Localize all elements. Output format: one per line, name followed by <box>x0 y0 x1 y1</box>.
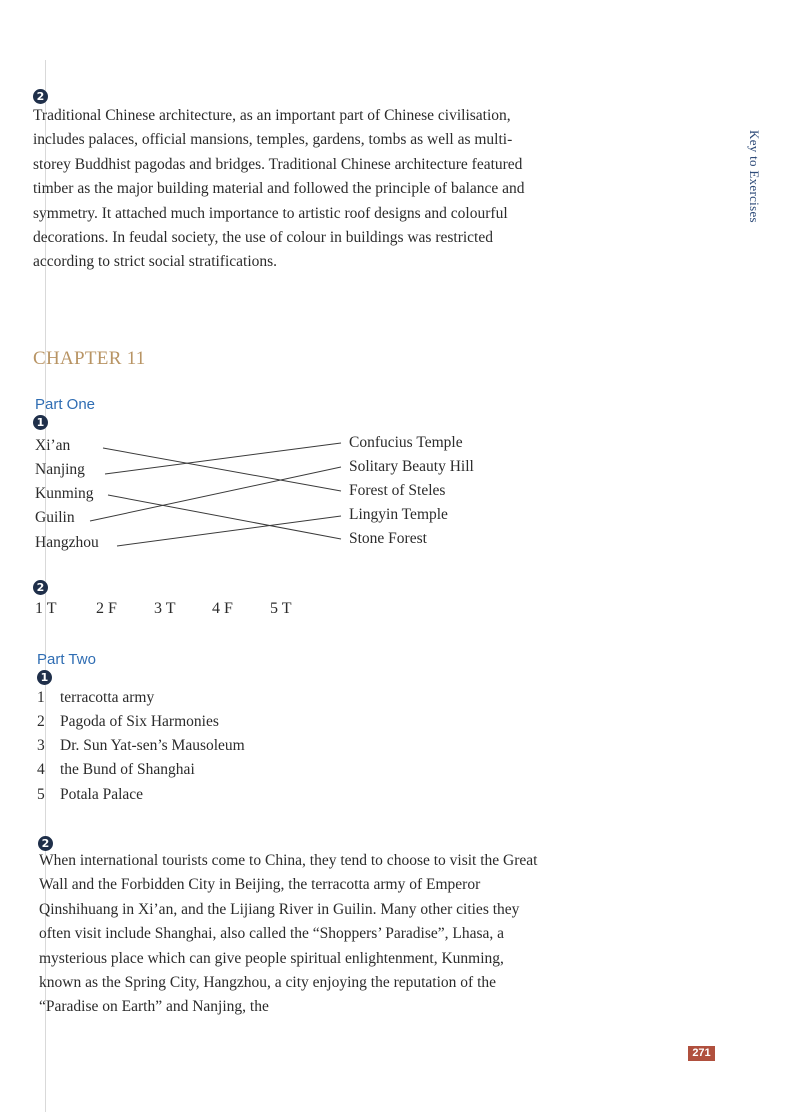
exercise-marker: 2 <box>38 836 53 851</box>
exercise-marker: 1 <box>33 415 48 430</box>
tf-answer: 3 T <box>154 600 176 617</box>
list-item: 5 Potala Palace <box>37 786 144 803</box>
architecture-text: Traditional Chinese architecture, as an important part of Chinese civilisation, includes palaces, official mansions, temples, gardens, tombs as well as multi-storey Buddhist pagodas and bridges. Traditional Chinese architecture featured timber as the major building material and followed the principle of balance and symmetry. It attached much importance to artistic roof designs and colourful decorations. In feudal society, the use of colour in buildings was restricted according to strict social stratifications. <box>33 107 525 271</box>
list-item: 1 terracotta army <box>37 689 155 706</box>
page-number: 271 <box>688 1046 715 1061</box>
city-name: Nanjing <box>35 461 85 478</box>
tourism-paragraph <box>39 849 539 1020</box>
tf-answer: 5 T <box>270 600 292 617</box>
match-line <box>108 495 341 539</box>
tf-answer: 1 T <box>35 600 57 617</box>
tf-answer: 2 F <box>96 600 117 617</box>
sight-name: Solitary Beauty Hill <box>349 458 474 475</box>
city-name: Xi’an <box>35 437 71 454</box>
city-name: Kunming <box>35 485 94 502</box>
list-item: 2 Pagoda of Six Harmonies <box>37 713 219 730</box>
side-label: Key to Exercises <box>747 130 762 223</box>
tf-answer: 4 F <box>212 600 233 617</box>
list-item: 3 Dr. Sun Yat-sen’s Mausoleum <box>37 737 245 754</box>
list-item: 4 the Bund of Shanghai <box>37 761 195 778</box>
sight-name: Confucius Temple <box>349 434 463 451</box>
exercise-marker: 2 <box>33 89 48 104</box>
part-two-heading: Part Two <box>37 651 96 668</box>
tourism-text: When international tourists come to China, they tend to choose to visit the Great Wall and the Forbidden City in Beijing, the terracotta army of Emperor Qinshihuang in Xi’an, and the Lijiang River in Guilin. Many other cities they often visit include Shanghai, also called the “Shoppers’ Paradise”, Lhasa, a mysterious place which can give people spiritual enlightenment, Kunming, known as the Spring City, Hangzhou, a city enjoying the reputation of the “Paradise on Earth” and Nanjing, the <box>39 852 538 1016</box>
sight-name: Stone Forest <box>349 530 427 547</box>
sight-name: Forest of Steles <box>349 482 446 499</box>
part-one-heading: Part One <box>35 396 96 413</box>
sight-name: Lingyin Temple <box>349 506 448 523</box>
exercise-marker: 1 <box>37 670 52 685</box>
chapter-title: CHAPTER 11 <box>33 348 146 369</box>
match-line <box>90 467 341 521</box>
exercise-marker: 2 <box>33 580 48 595</box>
match-line <box>117 516 341 546</box>
city-name: Hangzhou <box>35 534 99 551</box>
city-name: Guilin <box>35 509 75 526</box>
